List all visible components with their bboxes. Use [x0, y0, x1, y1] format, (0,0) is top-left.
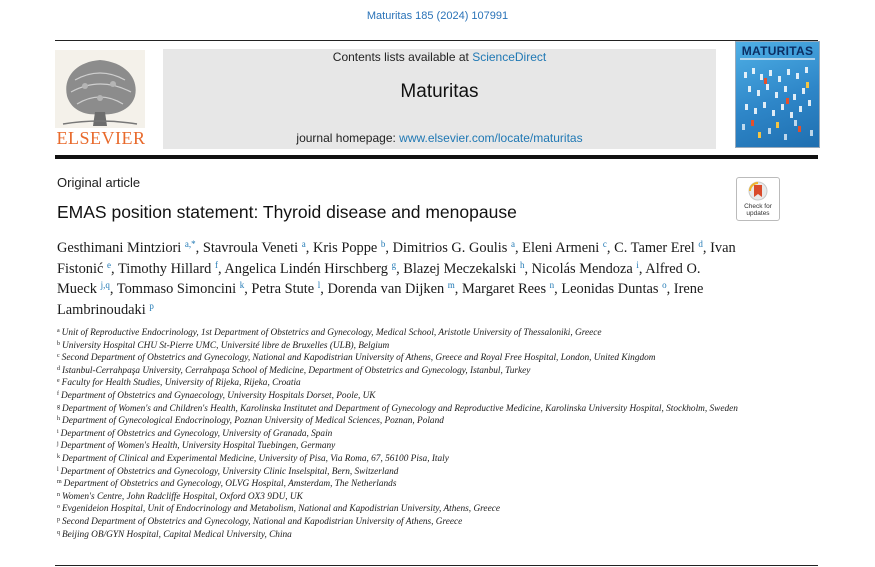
affiliation-marker: a [57, 328, 60, 334]
affiliation-text: Istanbul-Cerrahpaşa University, Cerrahpaşa School of Medicine, Department of Obstetrics and Gynecology, Istanbul, Turkey [62, 365, 531, 376]
author-separator: , [524, 260, 532, 277]
affiliation-marker: i [57, 428, 59, 435]
contents-prefix: Contents lists available at [332, 50, 473, 64]
author-separator: , [111, 260, 118, 277]
author-affiliation-marker[interactable]: e [107, 259, 111, 270]
author[interactable] [522, 240, 614, 256]
affiliation-marker: j [57, 441, 59, 448]
author-affiliation-marker[interactable]: o [662, 280, 667, 290]
author-name: Ivan Fistonić [57, 240, 736, 277]
affiliation-text: Second Department of Obstetrics and Gynecology, National and Kapodistrian University of Athens, Greece [62, 516, 463, 527]
author-name: C. Tamer Erel [614, 240, 695, 256]
author-affiliation-marker[interactable]: f [214, 259, 218, 270]
author-affiliation-marker[interactable]: h [519, 259, 525, 270]
affiliation-marker: h [57, 416, 60, 423]
author-list [57, 238, 757, 320]
author-name: Nicolás Mendoza [531, 260, 633, 277]
author-separator: , [554, 281, 562, 297]
affiliation-text: Department of Obstetrics and Gynecology, OLVG Hospital, Amsterdam, The Netherlands [63, 479, 397, 490]
journal-cover-thumbnail[interactable] [735, 41, 820, 148]
affiliation-text: Department of Gynecological Endocrinology, Poznan University of Medical Sciences, Poznan, Poland [62, 416, 444, 427]
affiliation-text: Department of Women's and Children's Health, Karolinska Institutet and Department of Gynecology and Reproductive Medicine, Karolinska University Hospital, Stockholm, Sweden [62, 403, 738, 414]
affiliation [57, 365, 757, 378]
affiliation [57, 403, 757, 416]
affiliation-text: University Hospital CHU St-Pierre UMC, Université libre de Bruxelles (ULB), Belgium [62, 340, 390, 351]
author-affiliation-marker[interactable]: l [317, 280, 321, 290]
author-affiliation-marker[interactable]: a,* [184, 239, 196, 249]
affiliation-marker: k [57, 453, 60, 460]
affiliation [57, 415, 757, 428]
author-affiliation-marker[interactable]: j,q [100, 280, 110, 290]
affiliation [57, 466, 757, 479]
homepage-link[interactable]: www.elsevier.com/locate/maturitas [399, 131, 583, 145]
author-separator: , [514, 240, 523, 256]
affiliation [57, 453, 757, 466]
author[interactable] [561, 281, 673, 297]
affiliation-text: Department of Clinical and Experimental Medicine, University of Pisa, Via Roma, 67, 56100 Pisa, Italy [62, 453, 449, 464]
author[interactable] [403, 261, 531, 277]
bottom-rule [55, 565, 818, 566]
affiliation-marker: q [57, 529, 60, 536]
author-name: Stavroula Veneti [202, 240, 299, 256]
elsevier-wordmark: ELSEVIER [56, 128, 146, 148]
affiliation [57, 478, 757, 491]
journal-homepage [163, 131, 716, 145]
affiliation-text: Department of Obstetrics and Gynecology, University Clinic Inselspital, Bern, Switzerland [60, 466, 399, 477]
author-name: Tommaso Simoncini [116, 281, 237, 297]
journal-banner [163, 49, 716, 149]
affiliation [57, 503, 757, 516]
author-separator: , [702, 240, 711, 256]
author-separator: , [305, 240, 313, 256]
journal-citation[interactable]: Maturitas 185 (2024) 107991 [366, 10, 509, 22]
author-separator: , [606, 240, 615, 256]
author-affiliation-marker[interactable]: d [698, 239, 703, 249]
author-name: Petra Stute [251, 281, 315, 297]
author-affiliation-marker[interactable]: a [301, 239, 306, 249]
check-for-updates-button[interactable] [736, 177, 780, 221]
author-separator: , [666, 281, 674, 297]
author-affiliation-marker[interactable]: g [391, 259, 397, 270]
author-name: Timothy Hillard [117, 260, 212, 277]
affiliation [57, 327, 757, 340]
affiliation [57, 340, 757, 353]
author[interactable] [614, 240, 710, 256]
sciencedirect-link[interactable]: ScienceDirect [472, 50, 547, 64]
homepage-prefix: journal homepage: [296, 131, 400, 145]
author-affiliation-marker[interactable]: a [510, 239, 515, 249]
author-name: Margaret Rees [462, 281, 547, 297]
affiliation [57, 440, 757, 453]
author[interactable] [393, 240, 523, 256]
author-separator: , [638, 260, 646, 277]
header-top-rule [55, 40, 818, 41]
author-name: Kris Poppe [312, 240, 378, 256]
affiliation-marker: f [57, 390, 59, 397]
author[interactable] [313, 240, 393, 256]
affiliation-text: Department of Obstetrics and Gynecology, University of Granada, Spain [60, 428, 333, 439]
affiliation-list [57, 327, 757, 541]
cover-title: MATURITAS [741, 44, 814, 58]
affiliation-marker: g [57, 403, 60, 410]
affiliation-text: Unit of Reproductive Endocrinology, 1st Department of Obstetrics and Gynecology, Medical School, Aristotle University of Thessaloniki, Greece [61, 328, 602, 338]
author-separator: , [109, 281, 117, 297]
author-separator: , [320, 281, 328, 297]
author-name: Irene Lambrinoudaki [57, 281, 704, 318]
author-separator: , [244, 281, 252, 297]
author-affiliation-marker[interactable]: m [447, 280, 455, 290]
affiliation-text: Department of Obstetrics and Gynaecology, University Hospitals Dorset, Poole, UK [61, 390, 376, 401]
affiliation-text: Second Department of Obstetrics and Gynecology, National and Kapodistrian University of Athens, Greece and Royal Free Hospital, London, United Kingdom [61, 353, 656, 364]
affiliation [57, 352, 757, 365]
author[interactable] [203, 240, 313, 256]
author-separator: , [396, 260, 404, 277]
affiliation-marker: p [57, 516, 60, 523]
article-title: EMAS position statement: Thyroid disease and menopause [57, 202, 517, 222]
author[interactable] [327, 281, 462, 297]
author-affiliation-marker[interactable]: i [636, 259, 639, 270]
author-name: Blazej Meczekalski [403, 260, 517, 277]
affiliation [57, 390, 757, 403]
article-type: Original article [57, 175, 141, 190]
affiliation-text: Women's Centre, John Radcliffe Hospital, Oxford OX3 9DU, UK [62, 491, 303, 502]
author-affiliation-marker[interactable]: p [149, 300, 154, 311]
author-separator: , [195, 240, 203, 256]
cover-art-icon [736, 42, 819, 147]
author[interactable] [117, 281, 252, 297]
contents-lists-text [163, 50, 716, 64]
author-name: Alfred O. Mueck [57, 260, 701, 297]
affiliation-marker: d [57, 365, 60, 372]
author[interactable] [57, 240, 203, 256]
affiliation [57, 529, 757, 542]
journal-title: Maturitas [400, 81, 479, 102]
affiliation-marker: o [57, 504, 60, 511]
header-bottom-rule [55, 155, 818, 159]
author[interactable] [251, 281, 327, 297]
affiliation-text: Beijing OB/GYN Hospital, Capital Medical University, China [62, 529, 292, 540]
elsevier-tree-icon [55, 50, 145, 128]
affiliation [57, 516, 757, 529]
author-affiliation-marker[interactable]: b [380, 239, 386, 249]
author-name: Gesthimani Mintziori [57, 240, 182, 256]
author-name: Eleni Armeni [522, 240, 600, 256]
author-affiliation-marker[interactable]: k [239, 280, 245, 290]
affiliation-marker: c [57, 353, 60, 360]
affiliation-marker: m [57, 479, 62, 486]
author-separator: , [385, 240, 393, 256]
author-separator: , [454, 281, 462, 297]
check-updates-icon [737, 178, 779, 204]
author-name: Dimitrios G. Goulis [392, 240, 508, 256]
affiliation-text: Faculty for Health Studies, University of Rijeka, Rijeka, Croatia [61, 378, 301, 389]
author[interactable] [118, 261, 224, 277]
check-updates-label: Check for updates [744, 203, 772, 217]
author-name: Leonidas Duntas [561, 281, 659, 297]
author[interactable] [532, 261, 646, 277]
affiliation-text: Department of Women's Health, University Hospital Tuebingen, Germany [60, 441, 336, 452]
author-separator: , [217, 260, 225, 277]
author-affiliation-marker[interactable]: c [602, 239, 607, 249]
affiliation-text: Evgenideion Hospital, Unit of Endocrinology and Metabolism, National and Kapodistrian University, Athens, Greece [62, 504, 500, 515]
author-name: Angelica Lindén Hirschberg [224, 260, 388, 277]
affiliation [57, 428, 757, 441]
author[interactable] [224, 261, 403, 277]
author[interactable] [462, 281, 561, 297]
author-name: Dorenda van Dijken [327, 281, 445, 297]
affiliation-marker: l [57, 466, 59, 473]
affiliation-marker: e [57, 378, 60, 385]
affiliation [57, 491, 757, 504]
affiliation-marker: b [57, 340, 60, 347]
affiliation [57, 377, 757, 390]
author-affiliation-marker[interactable]: n [549, 280, 555, 290]
affiliation-marker: n [57, 491, 60, 498]
